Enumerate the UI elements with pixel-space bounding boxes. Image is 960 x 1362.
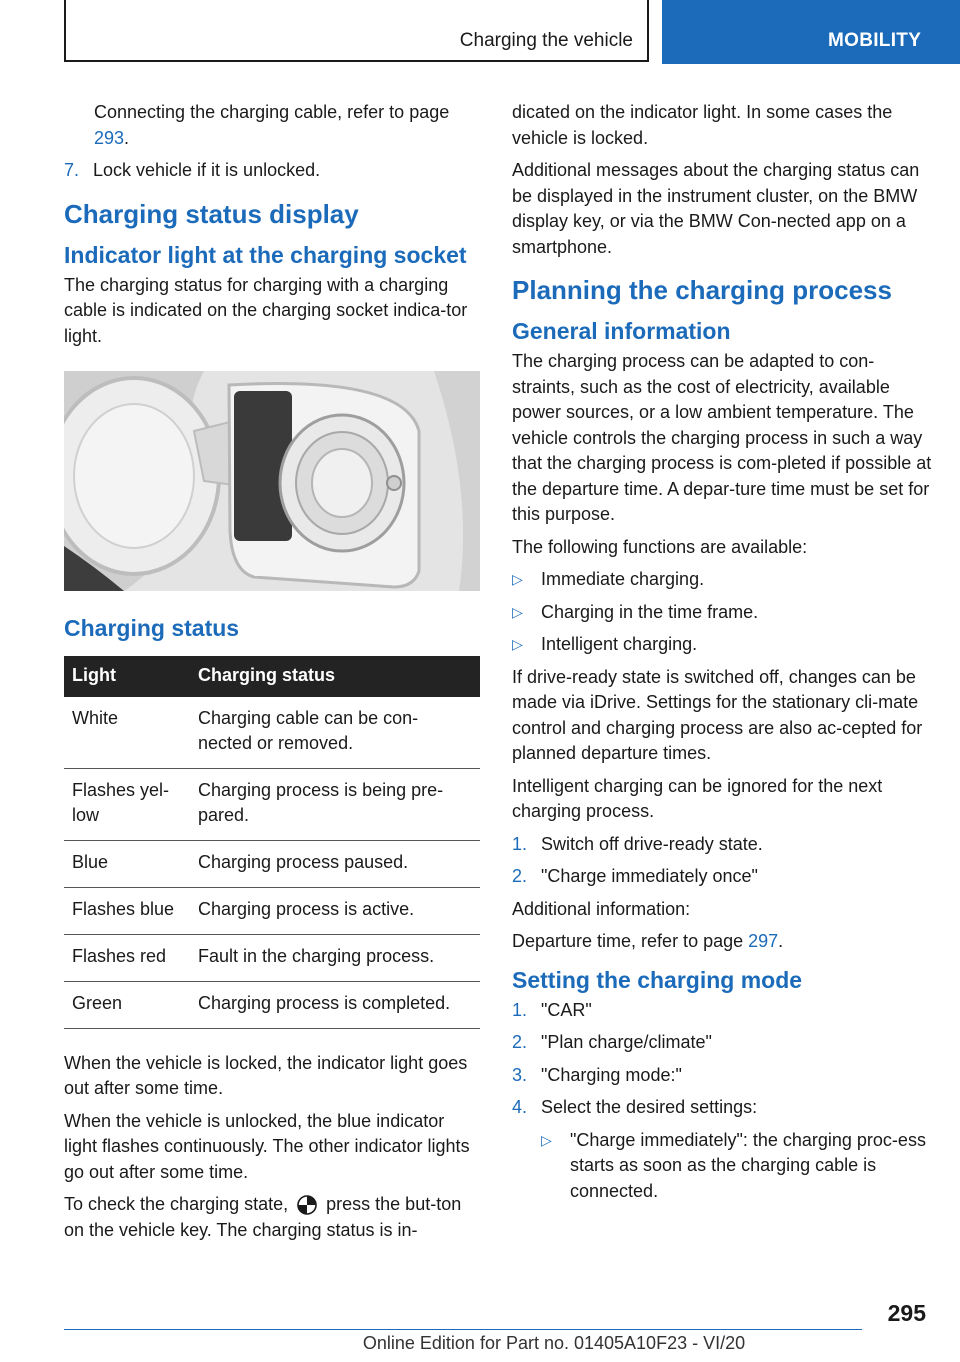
step-number: 1. bbox=[512, 833, 528, 854]
cell-status: Charging process is completed. bbox=[190, 981, 480, 1028]
cell-status: Charging cable can be con-nected or removed. bbox=[190, 697, 480, 769]
table-row bbox=[64, 840, 480, 887]
page-number: 295 bbox=[887, 1300, 926, 1326]
table-row bbox=[64, 887, 480, 934]
list-item bbox=[512, 567, 932, 593]
heading-general-information: General information bbox=[512, 318, 731, 344]
paragraph-indicator: The charging status for charging with a charging cable is indicated on the charging socket indica-tor light. bbox=[64, 274, 468, 346]
mode-step-1 bbox=[512, 998, 932, 1024]
table-row bbox=[64, 697, 480, 769]
paragraph-additional-messages: Additional messages about the charging status can be displayed in the instrument cluster, on the BMW display key, or via the BMW Con-nected app on a smartphone. bbox=[512, 160, 920, 257]
paragraph-check-state bbox=[64, 1192, 480, 1243]
table-row bbox=[64, 768, 480, 840]
list-item bbox=[512, 600, 932, 626]
column-header-status: Charging status bbox=[190, 656, 480, 697]
table-header-row bbox=[64, 656, 480, 697]
step-text: "Plan charge/climate" bbox=[541, 1032, 712, 1052]
charging-socket-photo bbox=[64, 371, 480, 591]
departure-text: Departure time, refer to page bbox=[512, 931, 749, 951]
paragraph-general: The charging process can be adapted to con-straints, such as the cost of electricity, available power sources, or a low ambient temperature. The vehicle controls the charging process in such a way that the charging process is com-pleted if possible at the departure time. A depar-ture time must be set for this purpose. bbox=[512, 351, 932, 524]
cell-light: Flashes red bbox=[64, 934, 190, 981]
heading-charging-mode: Setting the charging mode bbox=[512, 966, 803, 993]
column-header-light: Light bbox=[64, 656, 190, 697]
step-number: 2. bbox=[512, 1032, 528, 1052]
bullet-text: Intelligent charging. bbox=[541, 634, 698, 654]
step-text: "CAR" bbox=[541, 999, 592, 1020]
paragraph-continued: dicated on the indicator light. In some cases the vehicle is locked. bbox=[512, 102, 893, 148]
step-text: Switch off drive-ready state. bbox=[541, 833, 763, 854]
right-column bbox=[512, 100, 932, 1211]
heading-charging-status: Charging status bbox=[64, 615, 240, 641]
step-number: 4. bbox=[512, 1097, 528, 1117]
cell-light: Flashes yel-low bbox=[64, 768, 190, 840]
bullet-triangle-icon: ▷ bbox=[512, 571, 523, 587]
cell-status: Charging process is being pre-pared. bbox=[190, 768, 480, 840]
cell-status: Charging process is active. bbox=[190, 887, 480, 934]
section-tab[interactable] bbox=[662, 0, 960, 64]
continued-step: Connecting the charging cable, refer to page 293. bbox=[94, 102, 450, 148]
paragraph-unlocked: When the vehicle is unlocked, the blue indicator light flashes continuously. The other indicator lights go out after some time. bbox=[64, 1110, 470, 1182]
cell-light: Flashes blue bbox=[64, 887, 190, 934]
page-ref-293[interactable]: 293 bbox=[94, 127, 125, 148]
paragraph-functions: The following functions are available: bbox=[512, 536, 808, 557]
header-frame bbox=[64, 0, 649, 62]
paragraph-locked: When the vehicle is locked, the indicator light goes out after some time. bbox=[64, 1052, 468, 1098]
step-number: 1. bbox=[512, 999, 528, 1020]
list-item bbox=[512, 1128, 932, 1205]
step-text: "Charge immediately once" bbox=[541, 866, 758, 886]
step-1 bbox=[512, 832, 932, 858]
step-number: 7. bbox=[64, 160, 80, 180]
heading-planning: Planning the charging process bbox=[512, 275, 892, 305]
page-ref-297[interactable]: 297 bbox=[748, 931, 779, 951]
footer-edition-text: Online Edition for Part no. 01405A10F23 - VI/20 bbox=[362, 1333, 746, 1353]
bullet-text: Charging in the time frame. bbox=[541, 601, 759, 622]
cell-light: Blue bbox=[64, 840, 190, 887]
mode-step-2 bbox=[512, 1030, 932, 1056]
paragraph-additional-info: Additional information: bbox=[512, 898, 691, 919]
paragraph-drive-ready: If drive-ready state is switched off, changes can be made via iDrive. Settings for the stationary cli-mate control and charging process are also ac-cepted for planned departure times. bbox=[512, 666, 923, 763]
bullet-text: "Charge immediately": the charging proc-ess starts as soon as the charging cable is connected. bbox=[570, 1129, 926, 1201]
paragraph-ignore: Intelligent charging can be ignored for the next charging process. bbox=[512, 775, 883, 821]
step-text: Select the desired settings: bbox=[541, 1097, 758, 1117]
table-row bbox=[64, 981, 480, 1028]
footer-edition bbox=[0, 1333, 960, 1354]
step-number: 2. bbox=[512, 866, 528, 886]
bullet-triangle-icon: ▷ bbox=[512, 603, 523, 620]
mode-step-3 bbox=[512, 1063, 932, 1089]
header-title: Charging the vehicle bbox=[459, 30, 633, 51]
bullet-triangle-icon: ▷ bbox=[541, 1131, 552, 1148]
cell-light: Green bbox=[64, 981, 190, 1028]
bullet-text: Immediate charging. bbox=[541, 569, 705, 589]
heading-charging-status-display: Charging status display bbox=[64, 198, 359, 229]
bullet-triangle-icon: ▷ bbox=[512, 636, 523, 652]
heading-indicator-light: Indicator light at the charging socket bbox=[64, 241, 467, 268]
cell-status: Charging process paused. bbox=[190, 840, 480, 887]
check-state-text-b: press the but-ton on the vehicle key. The charging status is in- bbox=[64, 1194, 462, 1240]
cell-status: Fault in the charging process. bbox=[190, 934, 480, 981]
cell-light: White bbox=[64, 697, 190, 769]
step-text: Lock vehicle if it is unlocked. bbox=[93, 160, 321, 180]
step-number: 3. bbox=[512, 1064, 528, 1085]
check-state-text-a: To check the charging state, bbox=[64, 1194, 289, 1214]
step-7 bbox=[64, 158, 480, 184]
mode-step-4 bbox=[512, 1095, 932, 1121]
step-text: "Charging mode:" bbox=[541, 1064, 682, 1085]
list-item bbox=[512, 632, 932, 658]
continued-step-text: Connecting the charging cable, refer to page bbox=[94, 102, 450, 122]
charging-status-table bbox=[64, 656, 480, 1029]
left-column bbox=[64, 100, 480, 1250]
table-row bbox=[64, 934, 480, 981]
section-tab-label: MOBILITY bbox=[828, 30, 922, 51]
step-2 bbox=[512, 864, 932, 890]
paragraph-departure: Departure time, refer to page 297. bbox=[512, 931, 784, 951]
vehicle-key-button-icon bbox=[294, 1195, 320, 1215]
footer-divider bbox=[64, 1329, 862, 1330]
